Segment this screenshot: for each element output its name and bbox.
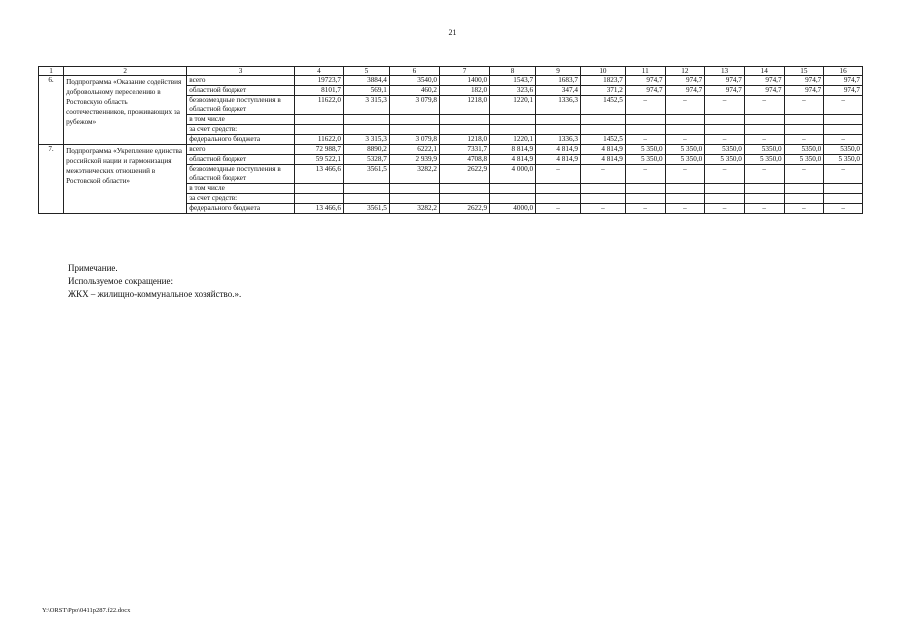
value-cell: [744, 194, 784, 204]
value-cell: 3884,4: [343, 76, 389, 86]
value-cell: 1220,1: [490, 96, 536, 115]
value-cell: 1452,5: [580, 96, 625, 115]
value-cell: [490, 125, 536, 135]
funding-source: федерального бюджета: [187, 204, 295, 214]
value-cell: –: [705, 96, 745, 115]
value-cell: 974,7: [784, 86, 824, 96]
funding-source: в том числе: [187, 184, 295, 194]
note-block: [68, 262, 241, 301]
value-cell: 3282,2: [389, 165, 439, 184]
value-cell: 3 315,3: [343, 96, 389, 115]
value-cell: 1543,7: [490, 76, 536, 86]
file-path: Y:\ORST\Ppo\0411p287.f22.docx: [42, 607, 131, 614]
value-cell: 11622,0: [294, 96, 343, 115]
column-header: 10: [580, 67, 625, 76]
value-cell: –: [536, 204, 581, 214]
value-cell: [625, 125, 665, 135]
value-cell: 974,7: [705, 76, 745, 86]
column-header: 3: [187, 67, 295, 76]
subprogram-number: 7.: [39, 145, 64, 214]
value-cell: 5350,0: [705, 145, 745, 155]
value-cell: 7331,7: [440, 145, 490, 155]
column-header: 15: [784, 67, 824, 76]
column-header: 12: [665, 67, 705, 76]
value-cell: –: [625, 96, 665, 115]
value-cell: 460,2: [389, 86, 439, 96]
value-cell: 3 079,8: [389, 96, 439, 115]
value-cell: 5 350,0: [665, 155, 705, 165]
value-cell: 974,7: [744, 76, 784, 86]
value-cell: –: [665, 135, 705, 145]
table-header-row: [39, 67, 863, 76]
value-cell: 371,2: [580, 86, 625, 96]
value-cell: 4 814,9: [580, 145, 625, 155]
value-cell: [824, 194, 863, 204]
value-cell: [665, 115, 705, 125]
value-cell: [580, 184, 625, 194]
value-cell: [665, 125, 705, 135]
value-cell: 5 350,0: [824, 155, 863, 165]
funding-source: за счет средств:: [187, 194, 295, 204]
value-cell: [625, 194, 665, 204]
value-cell: 974,7: [824, 76, 863, 86]
value-cell: –: [705, 165, 745, 184]
value-cell: 974,7: [665, 76, 705, 86]
value-cell: –: [625, 165, 665, 184]
value-cell: 6222,1: [389, 145, 439, 155]
value-cell: –: [824, 96, 863, 115]
value-cell: 5 350,0: [705, 155, 745, 165]
column-header: 9: [536, 67, 581, 76]
value-cell: 4000,0: [490, 204, 536, 214]
value-cell: –: [824, 165, 863, 184]
value-cell: –: [580, 165, 625, 184]
value-cell: 13 466,6: [294, 204, 343, 214]
value-cell: [784, 184, 824, 194]
value-cell: 5350,0: [824, 145, 863, 155]
value-cell: –: [824, 135, 863, 145]
value-cell: 11622,0: [294, 135, 343, 145]
funding-source: областной бюджет: [187, 155, 295, 165]
column-header: 11: [625, 67, 665, 76]
value-cell: 5350,0: [784, 145, 824, 155]
value-cell: 1452,5: [580, 135, 625, 145]
value-cell: –: [705, 204, 745, 214]
value-cell: [824, 184, 863, 194]
value-cell: [744, 115, 784, 125]
table-row: [39, 145, 863, 155]
funding-source: всего: [187, 145, 295, 155]
value-cell: [490, 115, 536, 125]
funding-source: федерального бюджета: [187, 135, 295, 145]
column-header: 1: [39, 67, 64, 76]
column-header: 4: [294, 67, 343, 76]
value-cell: [784, 194, 824, 204]
subprogram-number: 6.: [39, 76, 64, 145]
value-cell: [665, 184, 705, 194]
budget-table: [38, 66, 863, 214]
value-cell: 1218,0: [440, 135, 490, 145]
value-cell: 8 814,9: [490, 145, 536, 155]
value-cell: –: [784, 204, 824, 214]
value-cell: [824, 125, 863, 135]
funding-source: в том числе: [187, 115, 295, 125]
value-cell: [665, 194, 705, 204]
value-cell: 569,1: [343, 86, 389, 96]
value-cell: [440, 115, 490, 125]
value-cell: –: [784, 135, 824, 145]
value-cell: [705, 115, 745, 125]
value-cell: 5 350,0: [665, 145, 705, 155]
value-cell: –: [744, 96, 784, 115]
value-cell: 974,7: [784, 76, 824, 86]
value-cell: –: [625, 135, 665, 145]
value-cell: 182,0: [440, 86, 490, 96]
value-cell: [389, 194, 439, 204]
value-cell: –: [744, 135, 784, 145]
value-cell: [705, 194, 745, 204]
value-cell: [744, 184, 784, 194]
value-cell: –: [665, 96, 705, 115]
funding-source: областной бюджет: [187, 86, 295, 96]
value-cell: 2622,9: [440, 204, 490, 214]
value-cell: 4 814,9: [490, 155, 536, 165]
value-cell: 5 350,0: [744, 155, 784, 165]
value-cell: 974,7: [824, 86, 863, 96]
value-cell: 3 315,3: [343, 135, 389, 145]
value-cell: [784, 125, 824, 135]
subprogram-name: Подпрограмма «Оказание содействия добровольному переселению в Ростовскую область соотечественников, проживающих за рубежом»: [64, 76, 187, 145]
funding-source: безвозмездные поступления в областной бюджет: [187, 96, 295, 115]
value-cell: 1220,1: [490, 135, 536, 145]
value-cell: 1400,0: [440, 76, 490, 86]
value-cell: 4 814,9: [536, 145, 581, 155]
value-cell: 4 000,0: [490, 165, 536, 184]
column-header: 5: [343, 67, 389, 76]
value-cell: [294, 125, 343, 135]
value-cell: 5350,0: [744, 145, 784, 155]
column-header: 14: [744, 67, 784, 76]
value-cell: 72 988,7: [294, 145, 343, 155]
value-cell: [389, 125, 439, 135]
value-cell: –: [580, 204, 625, 214]
value-cell: [440, 184, 490, 194]
value-cell: [744, 125, 784, 135]
value-cell: [536, 184, 581, 194]
value-cell: [440, 194, 490, 204]
value-cell: [536, 115, 581, 125]
page-number: 21: [448, 28, 457, 37]
table-row: [39, 76, 863, 86]
value-cell: [490, 194, 536, 204]
value-cell: 3561,5: [343, 204, 389, 214]
value-cell: –: [784, 165, 824, 184]
value-cell: 3540,0: [389, 76, 439, 86]
value-cell: –: [784, 96, 824, 115]
value-cell: 4 814,9: [580, 155, 625, 165]
value-cell: 974,7: [665, 86, 705, 96]
column-header: 2: [64, 67, 187, 76]
value-cell: 974,7: [625, 86, 665, 96]
value-cell: –: [705, 135, 745, 145]
value-cell: [536, 125, 581, 135]
column-header: 6: [389, 67, 439, 76]
value-cell: 1336,3: [536, 135, 581, 145]
value-cell: [580, 115, 625, 125]
column-header: 7: [440, 67, 490, 76]
value-cell: [580, 125, 625, 135]
value-cell: [536, 194, 581, 204]
value-cell: 4708,8: [440, 155, 490, 165]
column-header: 13: [705, 67, 745, 76]
value-cell: [343, 125, 389, 135]
value-cell: [294, 184, 343, 194]
value-cell: 19723,7: [294, 76, 343, 86]
value-cell: 1683,7: [536, 76, 581, 86]
value-cell: –: [536, 165, 581, 184]
value-cell: [625, 115, 665, 125]
value-cell: 1336,3: [536, 96, 581, 115]
value-cell: 5 350,0: [625, 145, 665, 155]
value-cell: –: [744, 204, 784, 214]
value-cell: [343, 115, 389, 125]
value-cell: [440, 125, 490, 135]
value-cell: 59 522,1: [294, 155, 343, 165]
value-cell: [389, 184, 439, 194]
value-cell: 4 814,9: [536, 155, 581, 165]
value-cell: [490, 184, 536, 194]
value-cell: 2622,9: [440, 165, 490, 184]
value-cell: [343, 194, 389, 204]
value-cell: [389, 115, 439, 125]
value-cell: 974,7: [705, 86, 745, 96]
value-cell: 2 939,9: [389, 155, 439, 165]
note-intro: Используемое сокращение:: [68, 276, 173, 286]
note-abbreviation: ЖКХ – жилищно-коммунальное хозяйство.».: [68, 289, 242, 299]
value-cell: [824, 115, 863, 125]
value-cell: [705, 125, 745, 135]
value-cell: [625, 184, 665, 194]
value-cell: 974,7: [625, 76, 665, 86]
value-cell: [294, 115, 343, 125]
value-cell: 13 466,6: [294, 165, 343, 184]
value-cell: –: [625, 204, 665, 214]
funding-source: безвозмездные поступления в областной бюджет: [187, 165, 295, 184]
value-cell: 347,4: [536, 86, 581, 96]
value-cell: –: [665, 165, 705, 184]
value-cell: 974,7: [744, 86, 784, 96]
value-cell: [784, 115, 824, 125]
value-cell: –: [744, 165, 784, 184]
value-cell: 3 079,8: [389, 135, 439, 145]
value-cell: 5 350,0: [625, 155, 665, 165]
column-header: 16: [824, 67, 863, 76]
value-cell: 8890,2: [343, 145, 389, 155]
funding-source: всего: [187, 76, 295, 86]
funding-source: за счет средств:: [187, 125, 295, 135]
value-cell: 3282,2: [389, 204, 439, 214]
value-cell: 1218,0: [440, 96, 490, 115]
value-cell: 5 350,0: [784, 155, 824, 165]
value-cell: 8101,7: [294, 86, 343, 96]
value-cell: 323,6: [490, 86, 536, 96]
column-header: 8: [490, 67, 536, 76]
value-cell: [580, 194, 625, 204]
value-cell: [705, 184, 745, 194]
value-cell: 1823,7: [580, 76, 625, 86]
value-cell: 3561,5: [343, 165, 389, 184]
value-cell: 5328,7: [343, 155, 389, 165]
note-title: Примечание.: [68, 263, 118, 273]
value-cell: [343, 184, 389, 194]
value-cell: –: [665, 204, 705, 214]
value-cell: –: [824, 204, 863, 214]
value-cell: [294, 194, 343, 204]
subprogram-name: Подпрограмма «Укрепление единства российской нации и гармонизация межэтнических отношений в Ростовской области»: [64, 145, 187, 214]
